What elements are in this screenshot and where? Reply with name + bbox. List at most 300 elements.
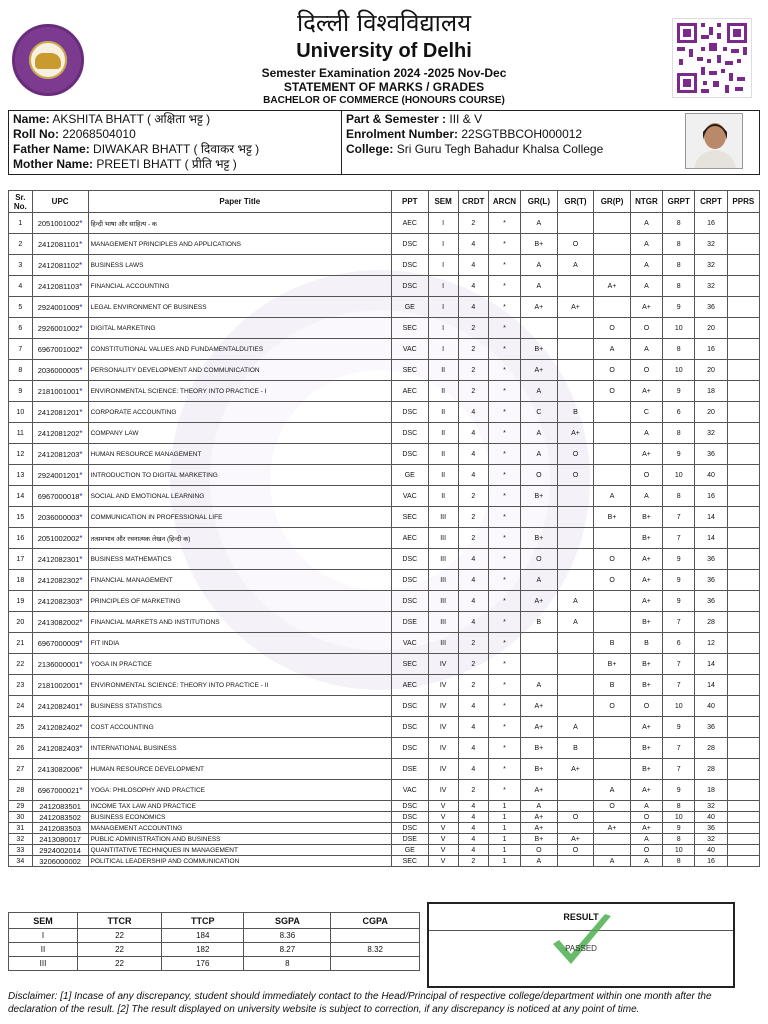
table-cell: 2 xyxy=(458,213,488,234)
table-cell: FINANCIAL MARKETS AND INSTITUTIONS xyxy=(88,612,391,633)
table-cell: * xyxy=(488,402,520,423)
table-cell: 2412081201* xyxy=(32,402,88,423)
table-cell: A xyxy=(557,717,594,738)
table-cell: III xyxy=(428,549,458,570)
table-cell: A+ xyxy=(557,759,594,780)
table-cell: 4 xyxy=(458,423,488,444)
asterisk-mark: * xyxy=(79,680,83,690)
table-cell: SEC xyxy=(392,360,429,381)
table-cell: 36 xyxy=(695,823,727,834)
asterisk-mark: * xyxy=(79,239,83,249)
table-cell: O xyxy=(630,812,662,823)
table-cell xyxy=(727,845,759,856)
table-cell: 2 xyxy=(458,381,488,402)
table-cell: 4 xyxy=(458,717,488,738)
table-cell: COMMUNICATION IN PROFESSIONAL LIFE xyxy=(88,507,391,528)
table-cell: QUANTITATIVE TECHNIQUES IN MANAGEMENT xyxy=(88,845,391,856)
column-header: GR(L) xyxy=(521,191,558,213)
table-cell: O xyxy=(557,234,594,255)
table-cell: 7 xyxy=(663,654,695,675)
table-cell: 33 xyxy=(9,845,33,856)
table-cell: 2412082403* xyxy=(32,738,88,759)
table-cell: A xyxy=(521,213,558,234)
table-cell: A+ xyxy=(521,823,558,834)
table-cell: 22 xyxy=(77,957,161,971)
table-cell: AEC xyxy=(392,381,429,402)
table-cell xyxy=(594,234,631,255)
table-cell: 2036000005* xyxy=(32,360,88,381)
table-cell: 16 xyxy=(695,213,727,234)
result-box xyxy=(427,902,735,988)
table-cell: 36 xyxy=(695,297,727,318)
table-cell: A xyxy=(557,255,594,276)
table-cell: BUSINESS LAWS xyxy=(88,255,391,276)
table-cell: V xyxy=(428,823,458,834)
table-cell: 2412081203* xyxy=(32,444,88,465)
table-cell: 9 xyxy=(9,381,33,402)
table-cell: 2 xyxy=(458,528,488,549)
table-cell: III xyxy=(428,591,458,612)
table-cell: 184 xyxy=(162,929,244,943)
asterisk-mark: * xyxy=(79,260,83,270)
table-cell: 2 xyxy=(458,675,488,696)
table-cell: 9 xyxy=(663,591,695,612)
asterisk-mark: * xyxy=(79,596,83,606)
table-cell xyxy=(594,528,631,549)
table-cell xyxy=(594,591,631,612)
table-cell: B+ xyxy=(594,507,631,528)
table-cell: DSC xyxy=(392,696,429,717)
table-cell: B+ xyxy=(594,654,631,675)
table-cell xyxy=(594,812,631,823)
table-cell: 176 xyxy=(162,957,244,971)
table-cell: 36 xyxy=(695,717,727,738)
table-cell: 2 xyxy=(458,318,488,339)
table-cell: II xyxy=(428,465,458,486)
exam-title: Semester Examination 2024 -2025 Nov-Dec xyxy=(261,66,507,80)
table-cell: 10 xyxy=(663,845,695,856)
table-cell: 13 xyxy=(9,465,33,486)
table-cell: SEC xyxy=(392,654,429,675)
asterisk-mark: * xyxy=(79,386,83,396)
table-cell: III xyxy=(428,633,458,654)
table-cell: 15 xyxy=(9,507,33,528)
table-cell xyxy=(727,801,759,812)
table-cell: 3 xyxy=(9,255,33,276)
university-title: University of Delhi xyxy=(296,40,472,62)
table-cell: 29 xyxy=(9,801,33,812)
table-cell: PUBLIC ADMINISTRATION AND BUSINESS xyxy=(88,834,391,845)
table-row xyxy=(9,297,760,318)
table-cell: DSE xyxy=(392,759,429,780)
table-cell: B xyxy=(630,633,662,654)
table-cell xyxy=(521,507,558,528)
table-cell: CORPORATE ACCOUNTING xyxy=(88,402,391,423)
column-header: GRPT xyxy=(663,191,695,213)
table-cell: I xyxy=(9,929,78,943)
qr-code-icon xyxy=(672,18,752,98)
table-cell: O xyxy=(630,360,662,381)
table-cell: 12 xyxy=(9,444,33,465)
table-cell: 7 xyxy=(663,738,695,759)
statement-title: STATEMENT OF MARKS / GRADES xyxy=(283,80,485,94)
table-cell: 6967000009* xyxy=(32,633,88,654)
table-cell: 9 xyxy=(663,297,695,318)
table-cell: 4 xyxy=(458,823,488,834)
table-cell xyxy=(557,339,594,360)
table-cell: 28 xyxy=(695,738,727,759)
table-cell: 7 xyxy=(9,339,33,360)
asterisk-mark: * xyxy=(79,701,83,711)
asterisk-mark: * xyxy=(79,407,83,417)
table-row xyxy=(9,318,760,339)
table-cell: 2412081102* xyxy=(32,255,88,276)
table-cell: * xyxy=(488,423,520,444)
table-cell xyxy=(594,845,631,856)
table-cell: B xyxy=(521,612,558,633)
table-cell: 9 xyxy=(663,381,695,402)
table-cell: II xyxy=(428,444,458,465)
table-cell: 4 xyxy=(458,276,488,297)
table-cell: COST ACCOUNTING xyxy=(88,717,391,738)
table-cell: IV xyxy=(428,696,458,717)
table-cell: B+ xyxy=(630,507,662,528)
table-cell: 2051001002* xyxy=(32,213,88,234)
table-cell: A xyxy=(630,213,662,234)
table-cell: 6967000018* xyxy=(32,486,88,507)
table-cell: 8 xyxy=(663,423,695,444)
table-cell: A+ xyxy=(630,381,662,402)
table-cell: 32 xyxy=(695,276,727,297)
table-cell: 8.36 xyxy=(244,929,331,943)
table-cell: 4 xyxy=(458,759,488,780)
table-cell: B xyxy=(557,738,594,759)
table-cell: V xyxy=(428,812,458,823)
table-cell xyxy=(557,318,594,339)
table-cell: 36 xyxy=(695,591,727,612)
table-cell: * xyxy=(488,780,520,801)
table-cell: 18 xyxy=(695,780,727,801)
table-cell: FIT INDIA xyxy=(88,633,391,654)
table-row xyxy=(9,823,760,834)
table-cell: * xyxy=(488,360,520,381)
table-cell: 11 xyxy=(9,423,33,444)
table-cell: 40 xyxy=(695,465,727,486)
table-cell: 4 xyxy=(458,845,488,856)
table-cell: II xyxy=(9,943,78,957)
part-semester: III & V xyxy=(449,112,483,126)
college-line: College: Sri Guru Tegh Bahadur Khalsa College xyxy=(346,142,604,156)
table-cell: 2412081101* xyxy=(32,234,88,255)
table-row xyxy=(9,856,760,867)
table-cell: III xyxy=(428,570,458,591)
table-cell: A xyxy=(630,255,662,276)
table-cell: 7 xyxy=(663,759,695,780)
table-cell: A+ xyxy=(630,591,662,612)
student-info-panel xyxy=(8,110,760,175)
table-cell: * xyxy=(488,591,520,612)
table-cell: 7 xyxy=(663,507,695,528)
enrolment-line: Enrolment Number: 22SGTBBCOH000012 xyxy=(346,127,583,141)
table-cell: 2412081202* xyxy=(32,423,88,444)
table-cell: 9 xyxy=(663,570,695,591)
table-cell: 4 xyxy=(458,255,488,276)
table-cell: II xyxy=(428,486,458,507)
table-cell: CONSTITUTIONAL VALUES AND FUNDAMENTALDUTIES xyxy=(88,339,391,360)
table-cell: A xyxy=(594,856,631,867)
table-cell: I xyxy=(428,276,458,297)
table-cell: III xyxy=(428,528,458,549)
table-cell: 8 xyxy=(663,801,695,812)
table-cell: 36 xyxy=(695,570,727,591)
student-photo xyxy=(685,113,743,169)
table-cell: HUMAN RESOURCE DEVELOPMENT xyxy=(88,759,391,780)
table-cell: A+ xyxy=(630,444,662,465)
table-cell: V xyxy=(428,856,458,867)
hindi-university-title: दिल्ली विश्वविद्यालय xyxy=(296,9,472,37)
table-cell: 20 xyxy=(695,360,727,381)
table-cell xyxy=(727,318,759,339)
column-header: GR(P) xyxy=(594,191,631,213)
table-cell: A xyxy=(521,856,558,867)
table-cell: 1 xyxy=(488,823,520,834)
marks-table xyxy=(8,190,760,867)
table-cell: 8 xyxy=(663,234,695,255)
table-cell xyxy=(557,856,594,867)
table-cell: * xyxy=(488,381,520,402)
table-row xyxy=(9,943,420,957)
asterisk-mark: * xyxy=(79,281,83,291)
table-cell: A xyxy=(557,591,594,612)
table-cell: FINANCIAL MANAGEMENT xyxy=(88,570,391,591)
table-cell xyxy=(594,423,631,444)
table-cell xyxy=(727,381,759,402)
table-cell: * xyxy=(488,318,520,339)
table-cell: O xyxy=(630,696,662,717)
table-cell: DSC xyxy=(392,801,429,812)
table-cell: 6 xyxy=(663,402,695,423)
table-cell: A xyxy=(557,612,594,633)
table-cell: 28 xyxy=(9,780,33,801)
table-cell: 4 xyxy=(458,612,488,633)
table-cell: 12 xyxy=(695,633,727,654)
column-header: ARCN xyxy=(488,191,520,213)
column-header: SEM xyxy=(9,913,78,929)
table-cell: A xyxy=(521,675,558,696)
table-cell: 34 xyxy=(9,856,33,867)
table-cell: 18 xyxy=(695,381,727,402)
table-cell: YOGA: PHILOSOPHY AND PRACTICE xyxy=(88,780,391,801)
table-cell: A xyxy=(594,339,631,360)
table-row xyxy=(9,717,760,738)
table-cell: O xyxy=(521,549,558,570)
table-cell: 2136000001* xyxy=(32,654,88,675)
table-cell xyxy=(557,654,594,675)
table-row xyxy=(9,675,760,696)
table-cell: 26 xyxy=(9,738,33,759)
table-cell: A+ xyxy=(521,780,558,801)
table-row xyxy=(9,423,760,444)
table-cell xyxy=(727,633,759,654)
table-cell: SEC xyxy=(392,318,429,339)
table-cell: 4 xyxy=(9,276,33,297)
table-cell: 10 xyxy=(663,465,695,486)
table-cell: A+ xyxy=(630,549,662,570)
table-cell: BUSINESS ECONOMICS xyxy=(88,812,391,823)
table-cell xyxy=(727,297,759,318)
table-cell xyxy=(727,528,759,549)
table-cell: DSC xyxy=(392,255,429,276)
table-cell: GE xyxy=(392,845,429,856)
table-cell: A xyxy=(521,570,558,591)
table-cell: 2 xyxy=(458,339,488,360)
asterisk-mark: * xyxy=(79,785,83,795)
asterisk-mark: * xyxy=(79,659,83,669)
table-cell: 22 xyxy=(77,943,161,957)
table-cell xyxy=(557,276,594,297)
table-cell: VAC xyxy=(392,486,429,507)
table-cell xyxy=(727,213,759,234)
table-cell: I xyxy=(428,318,458,339)
table-cell: 7 xyxy=(663,528,695,549)
table-cell: 2412083502 xyxy=(32,812,88,823)
table-cell: 2051002002* xyxy=(32,528,88,549)
table-row xyxy=(9,845,760,856)
table-row xyxy=(9,213,760,234)
table-cell: 9 xyxy=(663,717,695,738)
table-cell: 2412082301* xyxy=(32,549,88,570)
table-cell: * xyxy=(488,696,520,717)
table-cell: A xyxy=(521,276,558,297)
table-cell: IV xyxy=(428,780,458,801)
table-cell: 22 xyxy=(77,929,161,943)
table-cell: 1 xyxy=(9,213,33,234)
table-cell: DSC xyxy=(392,591,429,612)
table-cell xyxy=(557,570,594,591)
table-cell: 20 xyxy=(695,318,727,339)
table-cell: DSC xyxy=(392,444,429,465)
table-cell: 9 xyxy=(663,823,695,834)
table-cell: II xyxy=(428,423,458,444)
table-cell: * xyxy=(488,234,520,255)
table-cell xyxy=(557,823,594,834)
college-name: Sri Guru Tegh Bahadur Khalsa College xyxy=(396,142,604,156)
table-row xyxy=(9,654,760,675)
table-cell: A+ xyxy=(557,297,594,318)
table-cell: V xyxy=(428,801,458,812)
table-cell: 20 xyxy=(9,612,33,633)
father-name: DIWAKAR BHATT ( दिवाकर भट्ट ) xyxy=(93,142,260,156)
table-cell: 1 xyxy=(488,801,520,812)
table-cell: IV xyxy=(428,759,458,780)
table-cell: 32 xyxy=(695,234,727,255)
table-cell: A xyxy=(630,801,662,812)
table-cell: A xyxy=(630,339,662,360)
table-cell: DSC xyxy=(392,276,429,297)
table-cell: 4 xyxy=(458,402,488,423)
table-cell: * xyxy=(488,549,520,570)
table-cell xyxy=(594,717,631,738)
table-cell: IV xyxy=(428,738,458,759)
table-cell: 2 xyxy=(458,486,488,507)
table-cell: B+ xyxy=(521,759,558,780)
table-cell: 4 xyxy=(458,465,488,486)
table-cell xyxy=(557,675,594,696)
table-cell: 20 xyxy=(695,402,727,423)
table-cell: * xyxy=(488,297,520,318)
table-cell: 182 xyxy=(162,943,244,957)
table-cell: BUSINESS STATISTICS xyxy=(88,696,391,717)
table-cell: I xyxy=(428,213,458,234)
table-cell: तत्समभाव और रचनात्मक लेखन (हिन्दी क) xyxy=(88,528,391,549)
table-cell: * xyxy=(488,612,520,633)
header xyxy=(0,0,768,108)
table-cell: IV xyxy=(428,717,458,738)
green-check-icon xyxy=(547,910,617,976)
table-cell: 1 xyxy=(488,834,520,845)
table-cell: 4 xyxy=(458,801,488,812)
table-cell: AEC xyxy=(392,528,429,549)
table-cell xyxy=(727,486,759,507)
table-cell: A xyxy=(630,834,662,845)
table-cell: B+ xyxy=(630,654,662,675)
table-cell: A+ xyxy=(630,717,662,738)
table-row xyxy=(9,696,760,717)
table-cell: 18 xyxy=(9,570,33,591)
table-cell: A+ xyxy=(521,297,558,318)
table-cell: O xyxy=(594,318,631,339)
table-cell xyxy=(594,738,631,759)
column-header: TTCR xyxy=(77,913,161,929)
table-cell: A xyxy=(521,423,558,444)
table-cell: II xyxy=(428,402,458,423)
result-status: PASSED xyxy=(565,944,597,953)
table-cell: DSC xyxy=(392,570,429,591)
asterisk-mark: * xyxy=(79,575,83,585)
table-cell: 2 xyxy=(458,654,488,675)
table-cell: 7 xyxy=(663,612,695,633)
table-cell: 8 xyxy=(663,486,695,507)
table-cell: 4 xyxy=(458,549,488,570)
table-cell: * xyxy=(488,759,520,780)
column-header: CRDT xyxy=(458,191,488,213)
table-cell: O xyxy=(557,812,594,823)
table-cell: 5 xyxy=(9,297,33,318)
table-cell: SOCIAL AND EMOTIONAL LEARNING xyxy=(88,486,391,507)
table-cell: B xyxy=(594,633,631,654)
table-cell: 4 xyxy=(458,234,488,255)
table-cell: V xyxy=(428,845,458,856)
table-cell xyxy=(557,696,594,717)
table-cell: 2412083503 xyxy=(32,823,88,834)
table-cell: 2412081103* xyxy=(32,276,88,297)
table-cell xyxy=(727,612,759,633)
table-cell xyxy=(331,929,420,943)
table-cell: 2 xyxy=(458,780,488,801)
table-cell: 8 xyxy=(663,339,695,360)
table-cell xyxy=(727,834,759,845)
table-cell: ENVIRONMENTAL SCIENCE: THEORY INTO PRACTICE - II xyxy=(88,675,391,696)
table-cell: A xyxy=(521,801,558,812)
table-cell: 2412082302* xyxy=(32,570,88,591)
table-cell: DSC xyxy=(392,423,429,444)
table-cell xyxy=(727,255,759,276)
table-cell: A xyxy=(630,856,662,867)
table-cell xyxy=(727,780,759,801)
table-cell: A+ xyxy=(521,812,558,823)
table-cell: DSC xyxy=(392,234,429,255)
table-cell: BUSINESS MATHEMATICS xyxy=(88,549,391,570)
